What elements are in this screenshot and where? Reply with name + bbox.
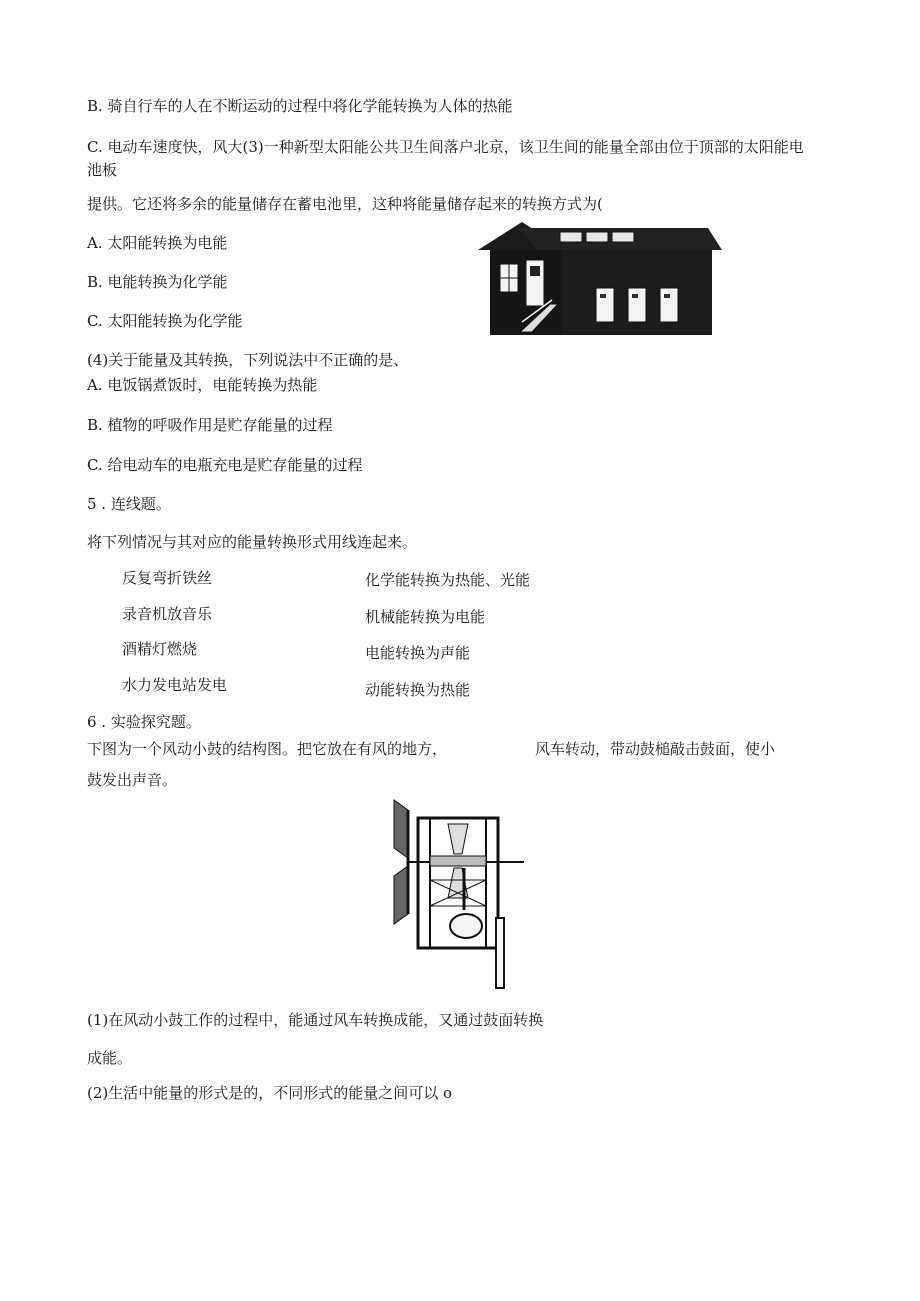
match-right-item: 机械能转换为电能 [365, 608, 486, 626]
q4-option-b: B. 植物的呼吸作用是贮存能量的过程 [87, 416, 333, 434]
match-left-item: 录音机放音乐 [122, 605, 213, 623]
solar-toilet-illustration [478, 220, 724, 338]
match-left-item: 水力发电站发电 [122, 676, 228, 694]
q4-option-c: C. 给电动车的电瓶充电是贮存能量的过程 [87, 456, 363, 474]
match-right-item: 动能转换为热能 [365, 681, 471, 699]
q6-intro-part-a: 下图为一个风动小鼓的结构图。把它放在有风的地方， [87, 740, 448, 758]
q5-instruction: 将下列情况与其对应的能量转换形式用线连起来。 [87, 533, 418, 551]
q3-option-b: B. 电能转换为化学能 [87, 273, 228, 291]
q4-option-a: A. 电饭锅煮饭时，电能转换为热能 [87, 376, 318, 394]
q3-option-c: C. 太阳能转换为化学能 [87, 312, 243, 330]
option-c-ebike-and-q3: C. 电动车速度快，风大(3)一种新型太阳能公共卫生间落户北京，该卫生间的能量全部由位于顶部的太阳能电 [87, 138, 804, 156]
q6-intro-part-c: 鼓发出声音。 [87, 771, 178, 789]
q5-title: 5 . 连线题。 [87, 495, 171, 513]
q6-intro-part-b: 风车转动，带动鼓槌敲击鼓面，使小 [535, 740, 776, 758]
q6-sub2: (2)生活中能量的形式是的，不同形式的能量之间可以 o [87, 1084, 453, 1102]
q4-stem: (4)关于能量及其转换，下列说法中不正确的是、 [87, 351, 409, 369]
q3-option-a: A. 太阳能转换为电能 [87, 234, 228, 252]
match-left-item: 酒精灯燃烧 [122, 640, 198, 658]
q6-title: 6 . 实验探究题。 [87, 713, 201, 731]
match-right-item: 化学能转换为热能、光能 [365, 571, 531, 589]
q3-text-continuation: 池板 [87, 161, 118, 179]
q6-sub1: (1)在风动小鼓工作的过程中，能通过风车转换成能，又通过鼓面转换 [87, 1011, 544, 1029]
match-left-item: 反复弯折铁丝 [122, 569, 213, 587]
wind-drum-diagram [390, 798, 530, 990]
q3-stem: 提供。它还将多余的能量储存在蓄电池里，这种将能量储存起来的转换方式为( [87, 195, 603, 213]
q6-sub1-continuation: 成能。 [87, 1049, 133, 1067]
match-right-item: 电能转换为声能 [365, 644, 471, 662]
option-b-bicycle: B. 骑自行车的人在不断运动的过程中将化学能转换为人体的热能 [87, 97, 513, 115]
